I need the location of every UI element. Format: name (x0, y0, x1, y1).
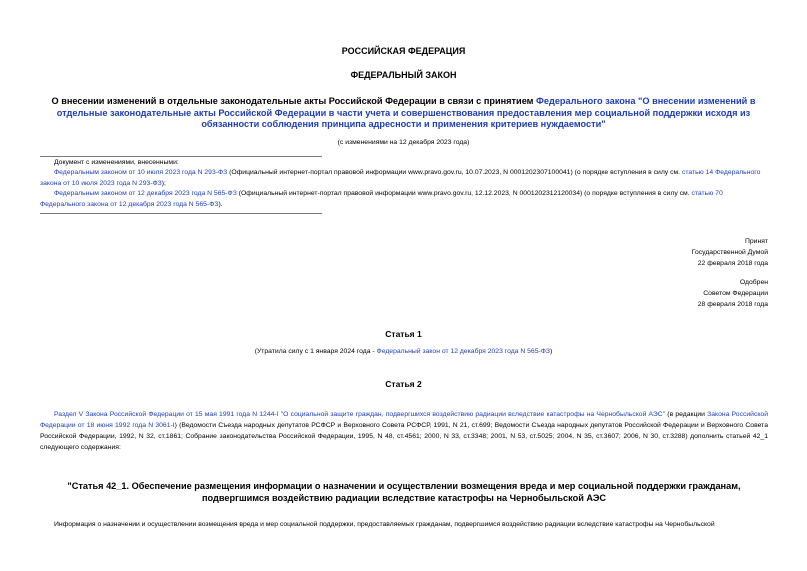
article-1-text (0, 348, 807, 355)
divider-bottom (40, 213, 322, 214)
amendment-item (40, 167, 768, 189)
accepted-date: 22 февраля 2018 года (697, 260, 768, 267)
approved-block (698, 277, 768, 310)
amendment-article-link[interactable]: статью 14 Федерального закона от 10 июля 2023 года N 293-ФЗ (40, 169, 761, 187)
title-prefix: О внесении изменений в отдельные законодательные акты Российской Федерации в связи с принятием (51, 96, 537, 106)
article-2-text-part-2: ) (Ведомости Съезда народных депутатов РСФСР и Верховного Совета РСФСР, 1991, N 21, ст.699; Ведомости Съезда народных депутатов Российской Федерации и Верховного Совета Российской Федерации, 1992, N 32, ст.1861; Собрание законодательства Российской Федерации, 1995, N 48, ст.4561; 2000, N 33, ст.3348; 2001, N 53, ст.5025; 2004, N 35, ст.3607; 2006, N 30, ст.3288) дополнить статьей 42_1 следующего содержания: (40, 422, 768, 451)
editions-note: (с изменениями на 12 декабря 2023 года) (337, 139, 470, 146)
accepted-label: Принят (744, 238, 768, 245)
header-country: РОССИЙСКАЯ ФЕДЕРАЦИЯ (341, 46, 466, 56)
header-doc-type: ФЕДЕРАЛЬНЫЙ ЗАКОН (350, 70, 457, 80)
approved-body: Советом Федерации (703, 290, 768, 297)
article-2-text (40, 409, 768, 453)
approved-label: Одобрен (739, 279, 768, 286)
amendment-article-link[interactable]: статью 70 Федерального закона от 12 декабря 2023 года N 565-ФЗ (40, 190, 723, 208)
document-title (40, 96, 767, 131)
amendment-item (40, 188, 768, 210)
article-2-title: Статья 2 (385, 379, 422, 389)
article-42-1-title: "Статья 42_1. Обеспечение размещения информации о назначении и осуществлении возмещения вреда и мер социальной поддержки гражданам, подвергшимся воздействию радиации вследствие катастрофы на Чернобыльской АЭС (67, 481, 741, 503)
article-1-note: (Утратила силу с 1 января 2024 года - (254, 348, 377, 355)
amendment-text: (Официальный интернет-портал правовой информации www.pravo.gov.ru, 12.12.2023, N 0001202312120034) (о порядке вступления в силу см. (236, 190, 692, 197)
accepted-body: Государственной Думой (691, 249, 768, 256)
accepted-block (692, 236, 768, 269)
approved-date: 28 февраля 2018 года (697, 301, 768, 308)
article-1-title: Статья 1 (385, 329, 422, 339)
article-2-text-part: (в редакции (665, 411, 708, 418)
title-law-link[interactable]: Федерального закона "О внесении изменений в отдельные законодательные акты Российской Федерации в части учета и совершенствования предоставления мер социальной поддержки исходя из обязанности соблюдения принципа адресности и применения критериев нуждаемости" (56, 96, 756, 129)
amendments-heading: Документ с изменениями, внесенными: (54, 159, 179, 166)
amendment-tail: ); (161, 180, 166, 187)
amendment-law-link[interactable]: Федеральным законом от 12 декабря 2023 года N 565-ФЗ (54, 190, 237, 197)
article-1-law-link[interactable]: Федеральный закон от 12 декабря 2023 года N 565-ФЗ (376, 348, 551, 355)
amendment-tail: ). (218, 201, 223, 208)
article-1-tail: ) (550, 348, 553, 355)
amendment-text: (Официальный интернет-портал правовой информации www.pravo.gov.ru, 10.07.2023, N 0001202307100041) (о порядке вступления в силу см. (227, 169, 682, 176)
article-2-law-link-2[interactable]: Закона Российской Федерации от 18 июня 1992 года N 3061-I (40, 411, 768, 429)
article-2-law-link[interactable]: Раздел V Закона Российской Федерации от 15 мая 1991 года N 1244-I "О социальной защите граждан, подвергшихся воздействию радиации вследствие катастрофы на Чернобыльской АЭС" (54, 411, 666, 418)
amendment-law-link[interactable]: Федеральным законом от 10 июля 2023 года N 293-ФЗ (54, 169, 228, 176)
article-42-1-text: Информация о назначении и осуществлении возмещения вреда и мер социальной поддержки, предоставляемых гражданам, подвергшимся воздействию радиации вследствие катастрофы на Чернобыльской (54, 521, 715, 528)
